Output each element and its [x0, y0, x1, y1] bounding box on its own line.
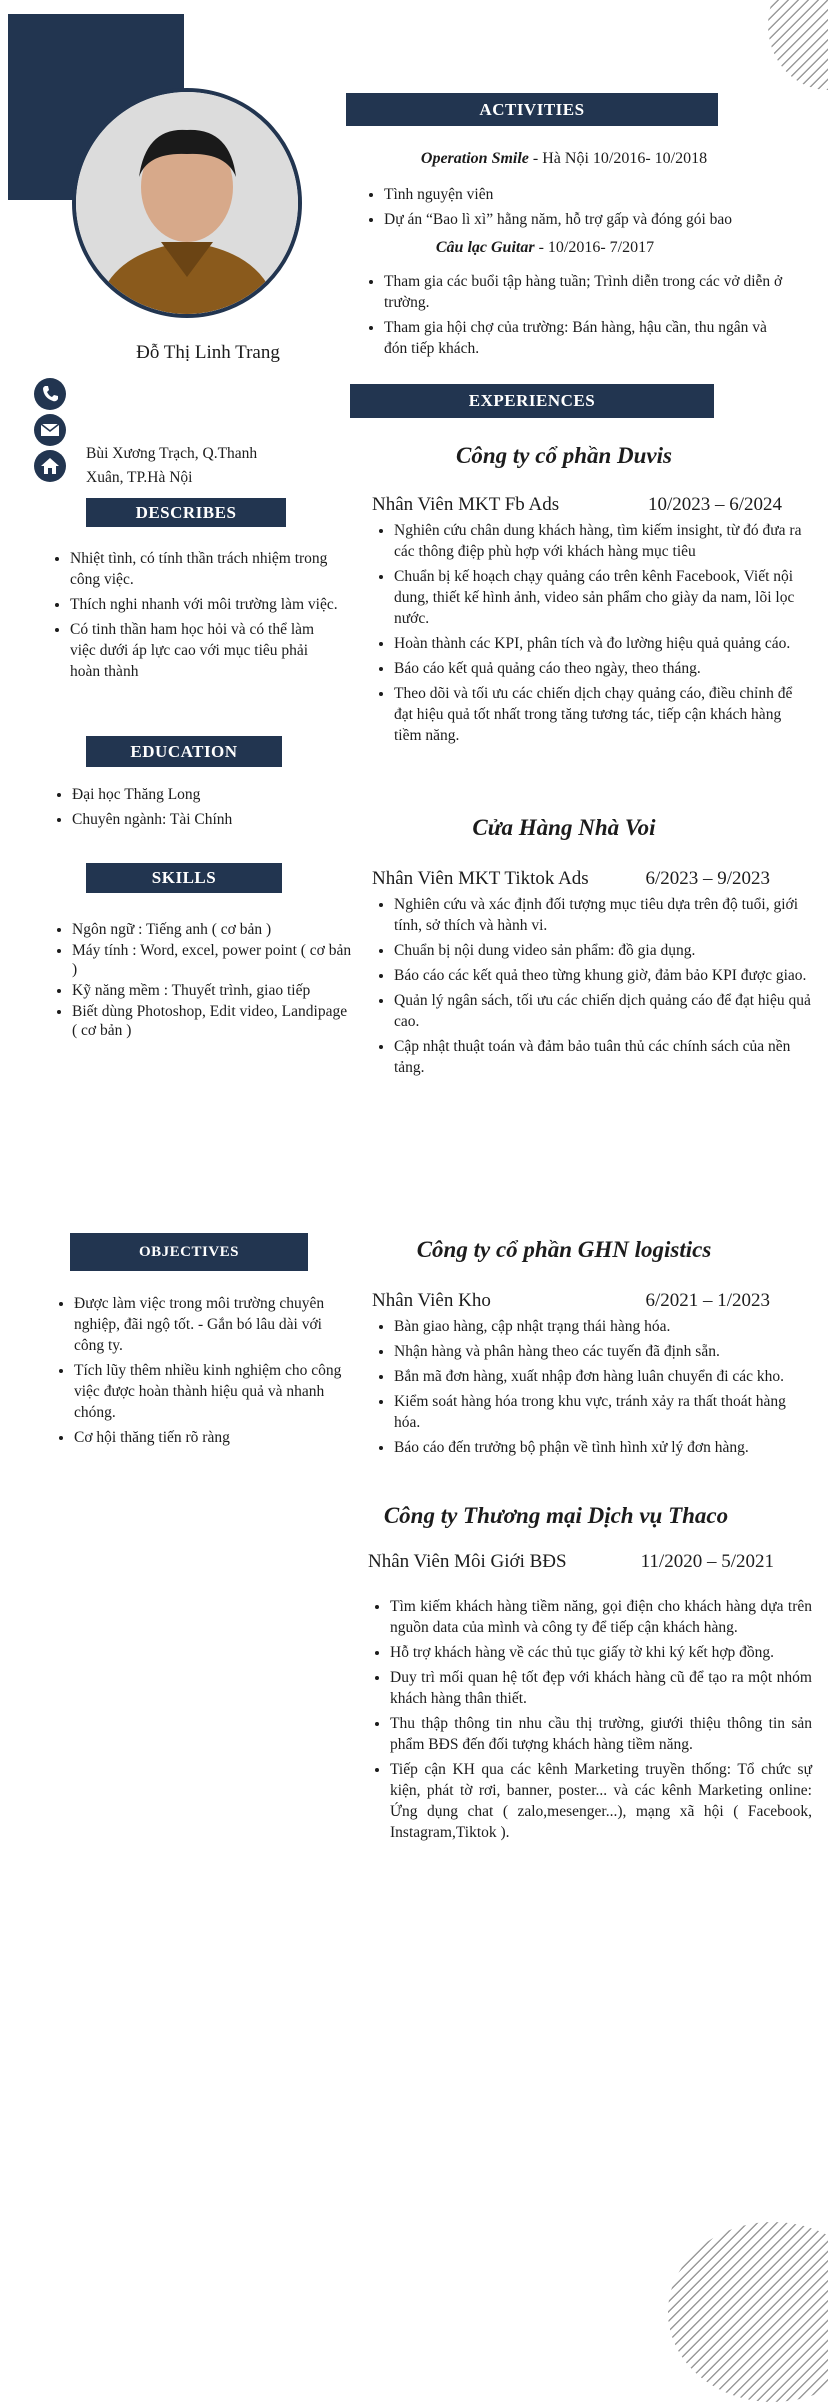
list-item: • Đại học Thăng Long [72, 784, 342, 805]
job-duties [368, 1596, 812, 1847]
list-item: • Nghiên cứu chân dung khách hàng, tìm kiếm insight, từ đó đưa ra các thông điệp phù hợp với khách hàng mục tiêu [394, 520, 812, 562]
list-item: • Chuyên ngành: Tài Chính [72, 809, 342, 830]
list-item: • Tìm kiếm khách hàng tiềm năng, gọi điện cho khách hàng dựa trên nguồn data của mình và công ty để tiếp cận khách hàng. [390, 1596, 812, 1638]
list-item: • Hỗ trợ khách hàng về các thủ tục giấy tờ khi ký kết hợp đồng. [390, 1642, 812, 1663]
list-item: • Dự án “Bao lì xì” hằng năm, hỗ trợ gấp và đóng gói bao [384, 209, 802, 230]
avatar [72, 88, 302, 318]
list-item: • Cập nhật thuật toán và đảm bảo tuân thủ các chính sách của nền tảng. [394, 1036, 812, 1078]
list-item: • Kỹ năng mềm : Thuyết trình, giao tiếp [72, 981, 352, 1000]
list-item: • Thích nghi nhanh với môi trường làm việc. [70, 594, 340, 615]
job-row [372, 494, 782, 516]
activity-org-2 [346, 239, 744, 257]
list-item: • Có tinh thần ham học hỏi và có thể làm việc dưới áp lực cao với mục tiêu phải hoàn thành [70, 619, 340, 682]
profile-name: Đỗ Thị Linh Trang [136, 342, 280, 363]
list-item: • Thu thập thông tin nhu cầu thị trường, giưới thiệu thông tin sản phẩm BĐS đến đối tượng khách hàng tiềm năng. [390, 1713, 812, 1755]
list-item: • Bàn giao hàng, cập nhật trạng thái hàng hóa. [394, 1316, 812, 1337]
list-item: • Tiếp cận KH qua các kênh Marketing truyền thống: Tổ chức sự kiện, phát tờ rơi, banner, poster... và các kênh Marketing online: Ứng dụng chat ( zalo,mesenger...), mạng xã hội ( Facebook, Instagram,Tiktok ). [390, 1759, 812, 1843]
list-item: • Nhiệt tình, có tính thần trách nhiệm trong công việc. [70, 548, 340, 590]
list-item: • Máy tính : Word, excel, power point ( cơ bản ) [72, 941, 352, 979]
list-item: • Tích lũy thêm nhiều kinh nghiệm cho công việc được hoàn thành hiệu quả và nhanh chóng. [74, 1360, 346, 1423]
skills-header: SKILLS [86, 863, 282, 893]
job-row [368, 1551, 774, 1573]
job-period: 6/2021 – 1/2023 [645, 1290, 770, 1311]
describes-header: DESCRIBES [86, 498, 286, 527]
activity-org-name: Operation Smile [420, 150, 529, 167]
job-period: 6/2023 – 9/2023 [645, 868, 770, 889]
job-position: Nhân Viên MKT Tiktok Ads [372, 868, 589, 889]
job-row [372, 1290, 770, 1312]
activity-list-2 [362, 271, 784, 363]
activity-org-detail: - Hà Nội 10/2016- 10/2018 [528, 150, 708, 167]
objectives-header: OBJECTIVES [70, 1233, 308, 1271]
skills-list [50, 920, 352, 1042]
job-period: 11/2020 – 5/2021 [640, 1551, 774, 1572]
experiences-header: EXPERIENCES [350, 384, 714, 418]
list-item: • Nghiên cứu và xác định đối tượng mục tiêu dựa trên độ tuổi, giới tính, sở thích và hành vi. [394, 894, 812, 936]
job-position: Nhân Viên Kho [372, 1290, 491, 1311]
education-list [50, 784, 342, 834]
job-duties [372, 520, 812, 750]
list-item: • Báo cáo kết quả quảng cáo theo ngày, theo tháng. [394, 658, 812, 679]
list-item: • Bắn mã đơn hàng, xuất nhập đơn hàng luân chuyển đi các kho. [394, 1366, 812, 1387]
corner-hatch-bottom [668, 2222, 828, 2402]
list-item: • Báo cáo các kết quả theo từng khung giờ, đảm bảo KPI được giao. [394, 965, 812, 986]
list-item: • Quản lý ngân sách, tối ưu các chiến dịch quảng cáo để đạt hiệu quả cao. [394, 990, 812, 1032]
address-line-2: Xuân, TP.Hà Nội [86, 469, 193, 486]
home-icon [34, 450, 66, 482]
list-item: • Biết dùng Photoshop, Edit video, Landipage ( cơ bản ) [72, 1002, 352, 1040]
activity-org-name: Câu lạc Guitar [435, 239, 535, 256]
job-row [372, 868, 770, 890]
list-item: • Được làm việc trong môi trường chuyên nghiệp, đãi ngộ tốt. - Gắn bó lâu dài với công ty. [74, 1293, 346, 1356]
activity-org-detail: - 10/2016- 7/2017 [534, 239, 655, 256]
company-name: Cửa Hàng Nhà Voi [472, 815, 656, 840]
mail-icon [34, 414, 66, 446]
address-line-1: Bùi Xương Trạch, Q.Thanh [86, 445, 258, 462]
job-period: 10/2023 – 6/2024 [647, 494, 782, 515]
list-item: • Nhận hàng và phân hàng theo các tuyến đã định sẵn. [394, 1341, 812, 1362]
list-item: • Theo dõi và tối ưu các chiến dịch chạy quảng cáo, điều chỉnh để đạt hiệu quả tốt nhất trong tăng tương tác, tiếp cận khách hàng tiềm năng. [394, 683, 812, 746]
list-item: • Tình nguyện viên [384, 184, 802, 205]
education-header: EDUCATION [86, 736, 282, 767]
list-item: • Chuẩn bị kế hoạch chạy quảng cáo trên kênh Facebook, Viết nội dung, thiết kế hình ảnh, video sản phẩm cho giày da nam, lõi lọc nước. [394, 566, 812, 629]
list-item: • Cơ hội thăng tiến rõ ràng [74, 1427, 346, 1448]
job-position: Nhân Viên MKT Fb Ads [372, 494, 560, 515]
company-name: Công ty cổ phần GHN logistics [416, 1237, 712, 1262]
list-item: • Chuẩn bị nội dung video sản phẩm: đồ gia dụng. [394, 940, 812, 961]
corner-hatch-top [768, 0, 828, 90]
list-item: • Hoàn thành các KPI, phân tích và đo lường hiệu quả quảng cáo. [394, 633, 812, 654]
list-item: • Ngôn ngữ : Tiếng anh ( cơ bản ) [72, 920, 352, 939]
job-position: Nhân Viên Môi Giới BĐS [368, 1551, 567, 1572]
company-name: Công ty Thương mại Dịch vụ Thaco [383, 1503, 729, 1528]
list-item: • Tham gia các buổi tập hàng tuần; Trình diễn trong các vở diễn ở trường. [384, 271, 784, 313]
list-item: • Báo cáo đến trưởng bộ phận về tình hình xử lý đơn hàng. [394, 1437, 812, 1458]
address [86, 442, 306, 490]
describes-list [48, 548, 340, 686]
job-duties [372, 1316, 812, 1462]
activity-org-1 [346, 150, 782, 168]
phone-icon [34, 378, 66, 410]
list-item: • Kiểm soát hàng hóa trong khu vực, tránh xảy ra thất thoát hàng hóa. [394, 1391, 812, 1433]
activity-list-1 [362, 184, 802, 234]
job-duties [372, 894, 812, 1082]
list-item: • Tham gia hội chợ của trường: Bán hàng, hậu cần, thu ngân và đón tiếp khách. [384, 317, 784, 359]
company-name: Công ty cổ phần Duvis [456, 443, 672, 468]
list-item: • Duy trì mối quan hệ tốt đẹp với khách hàng cũ để tạo ra một nhóm khách hàng thân thiết. [390, 1667, 812, 1709]
activities-header: ACTIVITIES [346, 93, 718, 126]
objectives-list [52, 1293, 346, 1452]
